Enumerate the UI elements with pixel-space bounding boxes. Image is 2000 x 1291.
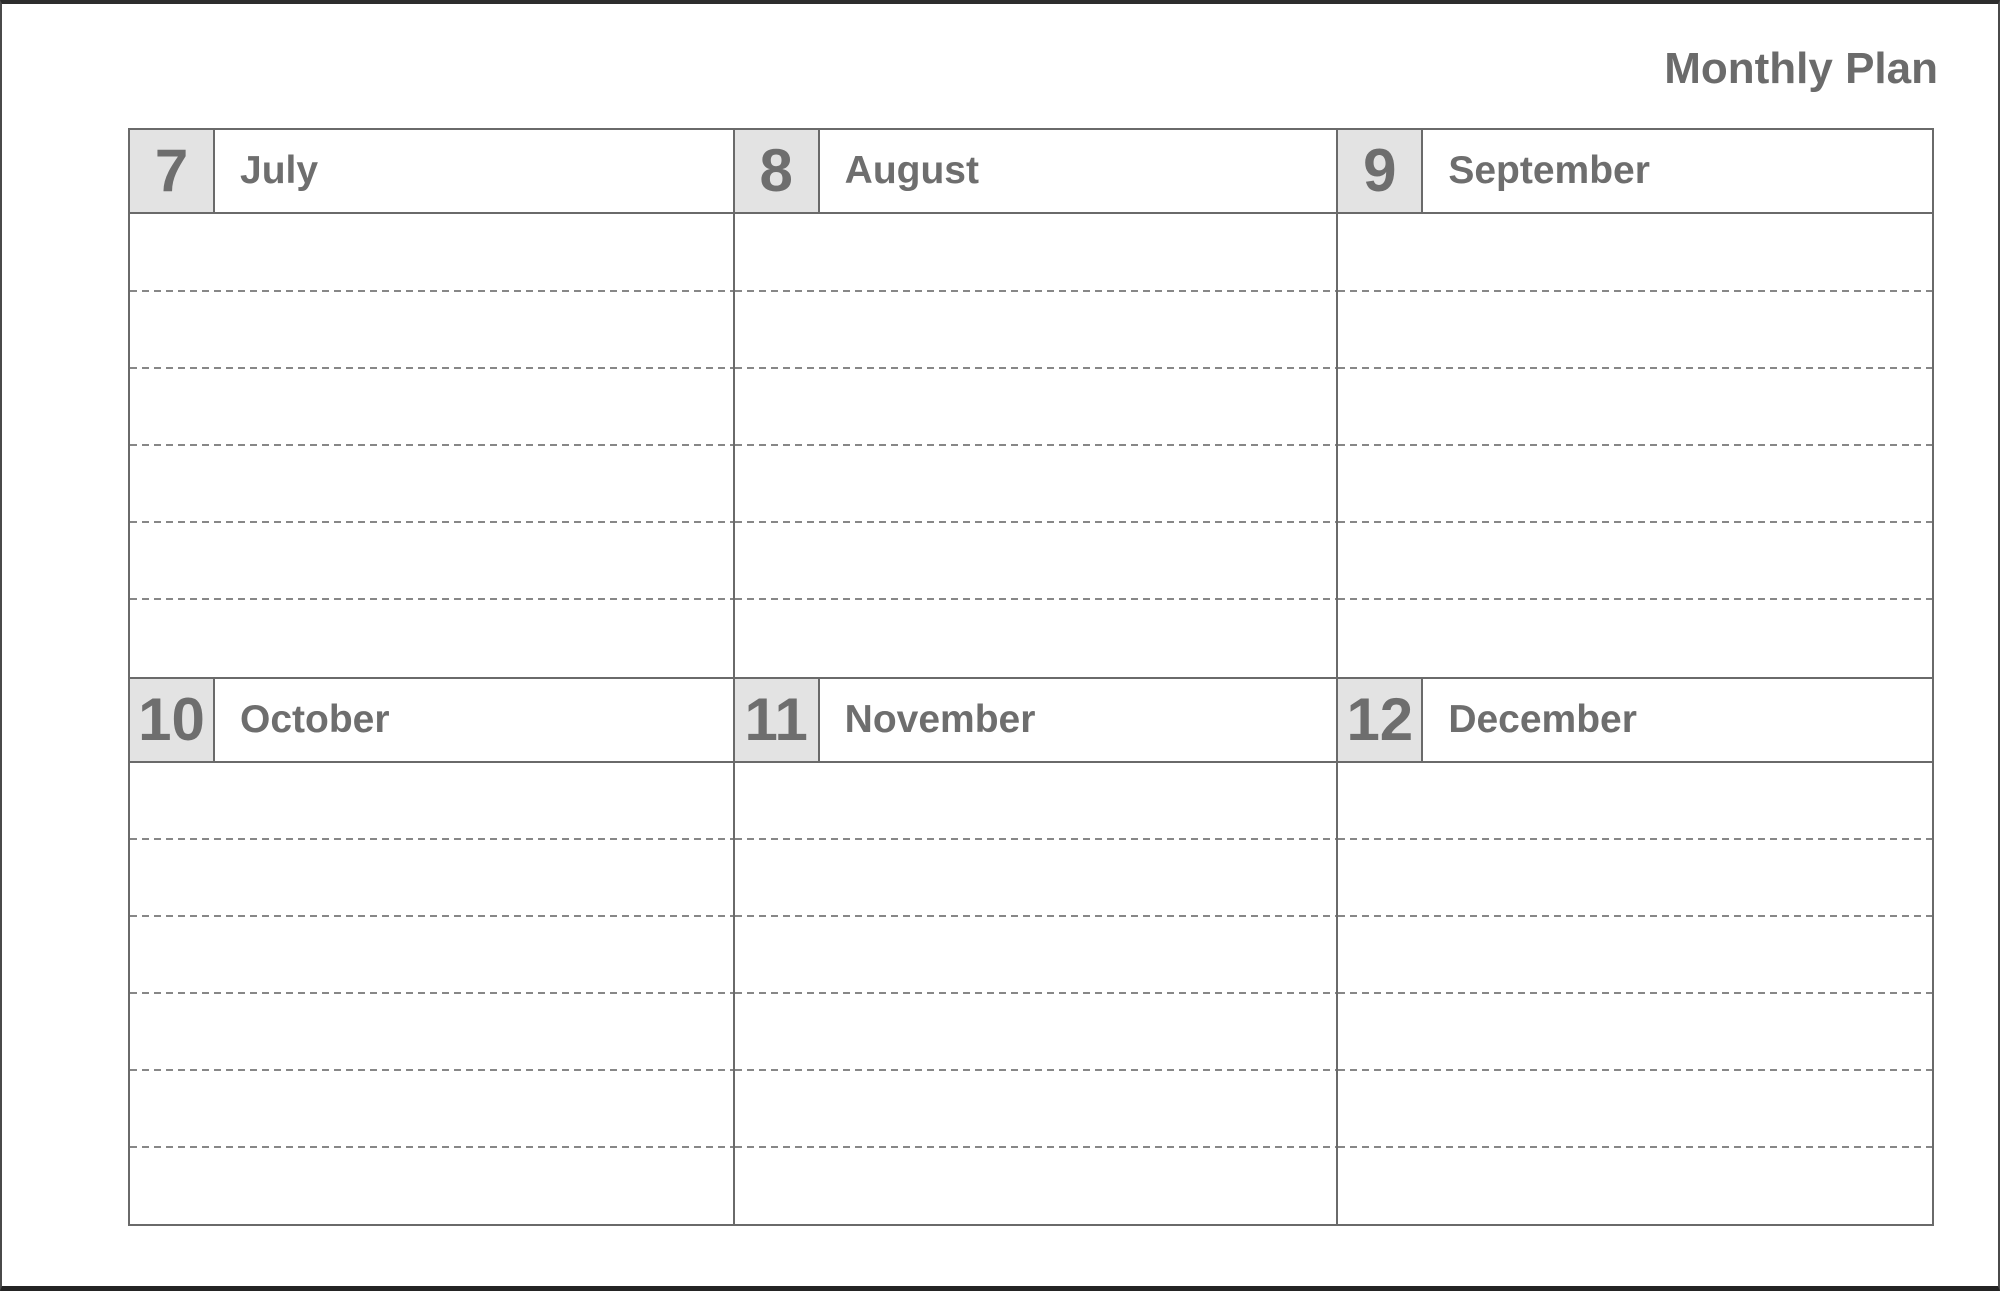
month-notes-area: [735, 763, 1337, 1224]
month-header: [1338, 679, 1932, 763]
month-name-label: July: [240, 149, 319, 192]
ruled-line: [735, 915, 1337, 917]
month-notes-area: [130, 763, 733, 1224]
ruled-line: [1338, 598, 1932, 600]
ruled-line: [735, 290, 1337, 292]
ruled-line: [735, 1146, 1337, 1148]
ruled-line: [1338, 444, 1932, 446]
month-grid: [128, 128, 1934, 1226]
ruled-line: [735, 598, 1337, 600]
month-header: [735, 679, 1337, 763]
month-number-badge: 12: [1338, 679, 1423, 761]
month-cell-august: [733, 130, 1337, 677]
ruled-line: [130, 444, 733, 446]
ruled-line: [735, 838, 1337, 840]
ruled-line: [735, 521, 1337, 523]
month-header: [130, 679, 733, 763]
month-number-badge: 9: [1338, 130, 1423, 212]
ruled-line: [130, 290, 733, 292]
month-number-badge: 8: [735, 130, 820, 212]
month-number-badge: 7: [130, 130, 215, 212]
ruled-line: [1338, 1069, 1932, 1071]
ruled-line: [1338, 992, 1932, 994]
ruled-line: [130, 1146, 733, 1148]
ruled-line: [130, 367, 733, 369]
month-name-label: August: [844, 149, 979, 192]
month-notes-area: [1338, 214, 1932, 677]
ruled-line: [735, 444, 1337, 446]
month-cell-october: [130, 677, 733, 1224]
ruled-line: [130, 598, 733, 600]
month-name-label: September: [1448, 149, 1650, 192]
month-number-badge: 11: [735, 679, 820, 761]
ruled-line: [735, 992, 1337, 994]
month-header: [735, 130, 1337, 214]
ruled-line: [735, 367, 1337, 369]
ruled-line: [1338, 521, 1932, 523]
month-name-label: November: [844, 697, 1036, 741]
month-cell-july: [130, 130, 733, 677]
month-cell-september: [1336, 130, 1932, 677]
month-number-badge: 10: [130, 679, 215, 761]
ruled-line: [130, 915, 733, 917]
ruled-line: [1338, 838, 1932, 840]
ruled-line: [130, 838, 733, 840]
ruled-line: [130, 992, 733, 994]
month-notes-area: [130, 214, 733, 677]
ruled-line: [1338, 367, 1932, 369]
month-name-label: December: [1448, 697, 1637, 741]
month-name-label: October: [240, 697, 390, 741]
ruled-line: [1338, 915, 1932, 917]
month-cell-december: [1336, 677, 1932, 1224]
ruled-line: [1338, 290, 1932, 292]
month-notes-area: [1338, 763, 1932, 1224]
ruled-line: [735, 1069, 1337, 1071]
month-notes-area: [735, 214, 1337, 677]
month-header: [130, 130, 733, 214]
month-cell-november: [733, 677, 1337, 1224]
page-title: Monthly Plan: [1664, 44, 1938, 93]
month-header: [1338, 130, 1932, 214]
ruled-line: [130, 521, 733, 523]
ruled-line: [1338, 1146, 1932, 1148]
ruled-line: [130, 1069, 733, 1071]
